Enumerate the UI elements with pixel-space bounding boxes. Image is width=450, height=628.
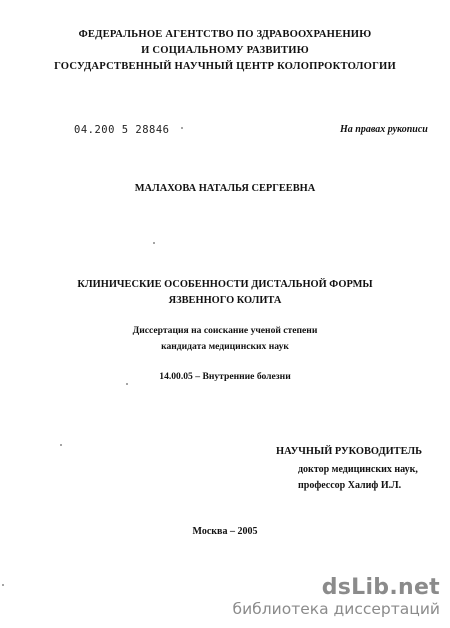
- thesis-title-line-2: ЯЗВЕННОГО КОЛИТА: [168, 295, 282, 306]
- scan-speck: [2, 584, 4, 586]
- degree-line-1: Диссертация на соискание ученой степени: [132, 325, 318, 336]
- scan-speck: [126, 383, 128, 385]
- agency-line-3: ГОСУДАРСТВЕННЫЙ НАУЧНЫЙ ЦЕНТР КОЛОПРОКТОЛОГИИ: [54, 61, 396, 72]
- specialty: 14.00.05 – Внутренние болезни: [159, 371, 291, 382]
- agency-line-2: И СОЦИАЛЬНОМУ РАЗВИТИЮ: [141, 45, 309, 56]
- author-name: МАЛАХОВА НАТАЛЬЯ СЕРГЕЕВНА: [134, 183, 316, 194]
- degree-line-2: кандидата медицинских наук: [161, 341, 289, 352]
- scan-speck: [181, 127, 183, 129]
- scan-speck: [153, 242, 155, 244]
- scan-speck: [60, 444, 62, 446]
- watermark-logo: dsLib.net: [321, 575, 440, 600]
- watermark-subtitle: библиотека диссертаций: [232, 600, 440, 618]
- city-and-year: Москва – 2005: [192, 526, 258, 537]
- supervisor-degree: доктор медицинских наук,: [298, 464, 418, 475]
- dslib-watermark: [233, 576, 440, 618]
- manuscript-rights-label: На правах рукописи: [340, 124, 428, 135]
- agency-line-1: ФЕДЕРАЛЬНОЕ АГЕНТСТВО ПО ЗДРАВООХРАНЕНИЮ: [78, 29, 372, 40]
- supervisor-heading: НАУЧНЫЙ РУКОВОДИТЕЛЬ: [276, 446, 423, 457]
- thesis-title-line-1: КЛИНИЧЕСКИЕ ОСОБЕННОСТИ ДИСТАЛЬНОЙ ФОРМЫ: [77, 279, 373, 290]
- registration-stamp-number: 04.200 5 28846: [74, 124, 170, 136]
- supervisor-name: профессор Халиф И.Л.: [298, 480, 402, 491]
